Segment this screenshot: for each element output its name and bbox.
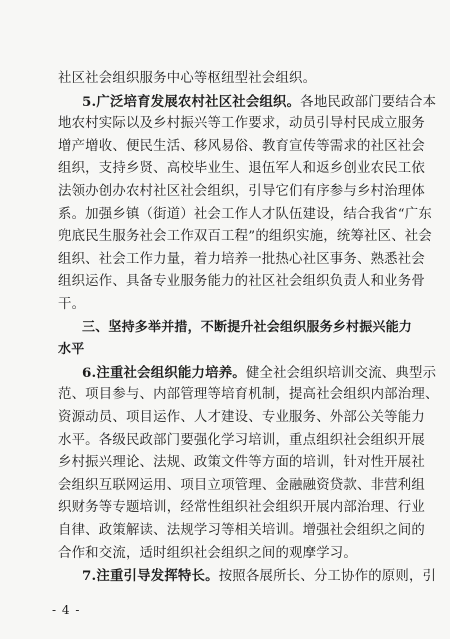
paragraph-line: 增产增收、便民生活、移风易俗、教育宣传等需求的社区社会: [58, 138, 425, 154]
paragraph-line: 资源动员、项目运作、人才建设、专业服务、外部公关等能力: [58, 410, 425, 425]
paragraph-line: 7.注重引导发挥特长。按照各展所长、分工协作的原则，引: [82, 568, 437, 585]
paragraph-line: 系。加强乡镇（街道）社会工作人才队伍建设，结合我省“广东: [58, 206, 432, 222]
paragraph-line: 组织运作、具备专业服务能力的社区社会组织负责人和业务骨: [58, 274, 425, 290]
item-title: 5.广泛培育发展农村社区社会组织。: [82, 93, 301, 110]
item-title: 6.注重社会组织能力培养。: [82, 364, 246, 381]
paragraph-line: 6.注重社会组织能力培养。健全社会组织培训交流、典型示: [82, 364, 437, 381]
paragraph-line: 自律、政策解读、法规学习等相关培训。增强社会组织之间的: [58, 523, 425, 538]
paragraph-line: 社区社会组织服务中心等枢纽型社会组织。: [58, 71, 317, 86]
paragraph-line: 5.广泛培育发展农村社区社会组织。各地民政部门要结合本: [82, 93, 437, 110]
paragraph-line: 组织、社会工作力量，着力培养一批热心社区事务、熟悉社会: [58, 251, 425, 267]
section-heading: 三、坚持多举并措，不断提升社会组织服务乡村振兴能力: [82, 319, 413, 335]
paragraph-line: 会组织互联网运用、项目立项管理、金融融资贷款、非营利组: [58, 477, 425, 493]
paragraph-line: 干。: [58, 297, 86, 312]
paragraph-line: 织财务等专题培训，经常性组织社会组织开展内部治理、行业: [58, 500, 425, 516]
paragraph-line: 组织，支持乡贤、高校毕业生、退伍军人和返乡创业农民工依: [58, 161, 425, 177]
paragraph-line: 合作和交流，适时组织社会组织之间的观摩学习。: [58, 545, 357, 561]
paragraph-line: 水平。各级民政部门要强化学习培训，重点组织社会组织开展: [58, 432, 425, 448]
paragraph-line: 范、项目参与、内部管理等培育机制，提高社会组织内部治理、: [58, 387, 439, 403]
paragraph-line: 兜底民生服务社会工作双百工程”的组织实施，统筹社区、社会: [58, 229, 432, 245]
paragraph-line: 地农村实际以及乡村振兴等工作要求，动员引导村民成立服务: [58, 116, 425, 132]
item-title: 7.注重引导发挥特长。: [82, 568, 219, 585]
section-heading: 水平: [58, 342, 85, 358]
paragraph-line: 法领办创办农村社区社会组织，引导它们有序参与乡村治理体: [58, 184, 425, 199]
page-number: - 4 -: [52, 603, 81, 617]
paragraph-line: 乡村振兴理论、法规、政策文件等方面的培训，针对性开展社: [58, 455, 425, 471]
